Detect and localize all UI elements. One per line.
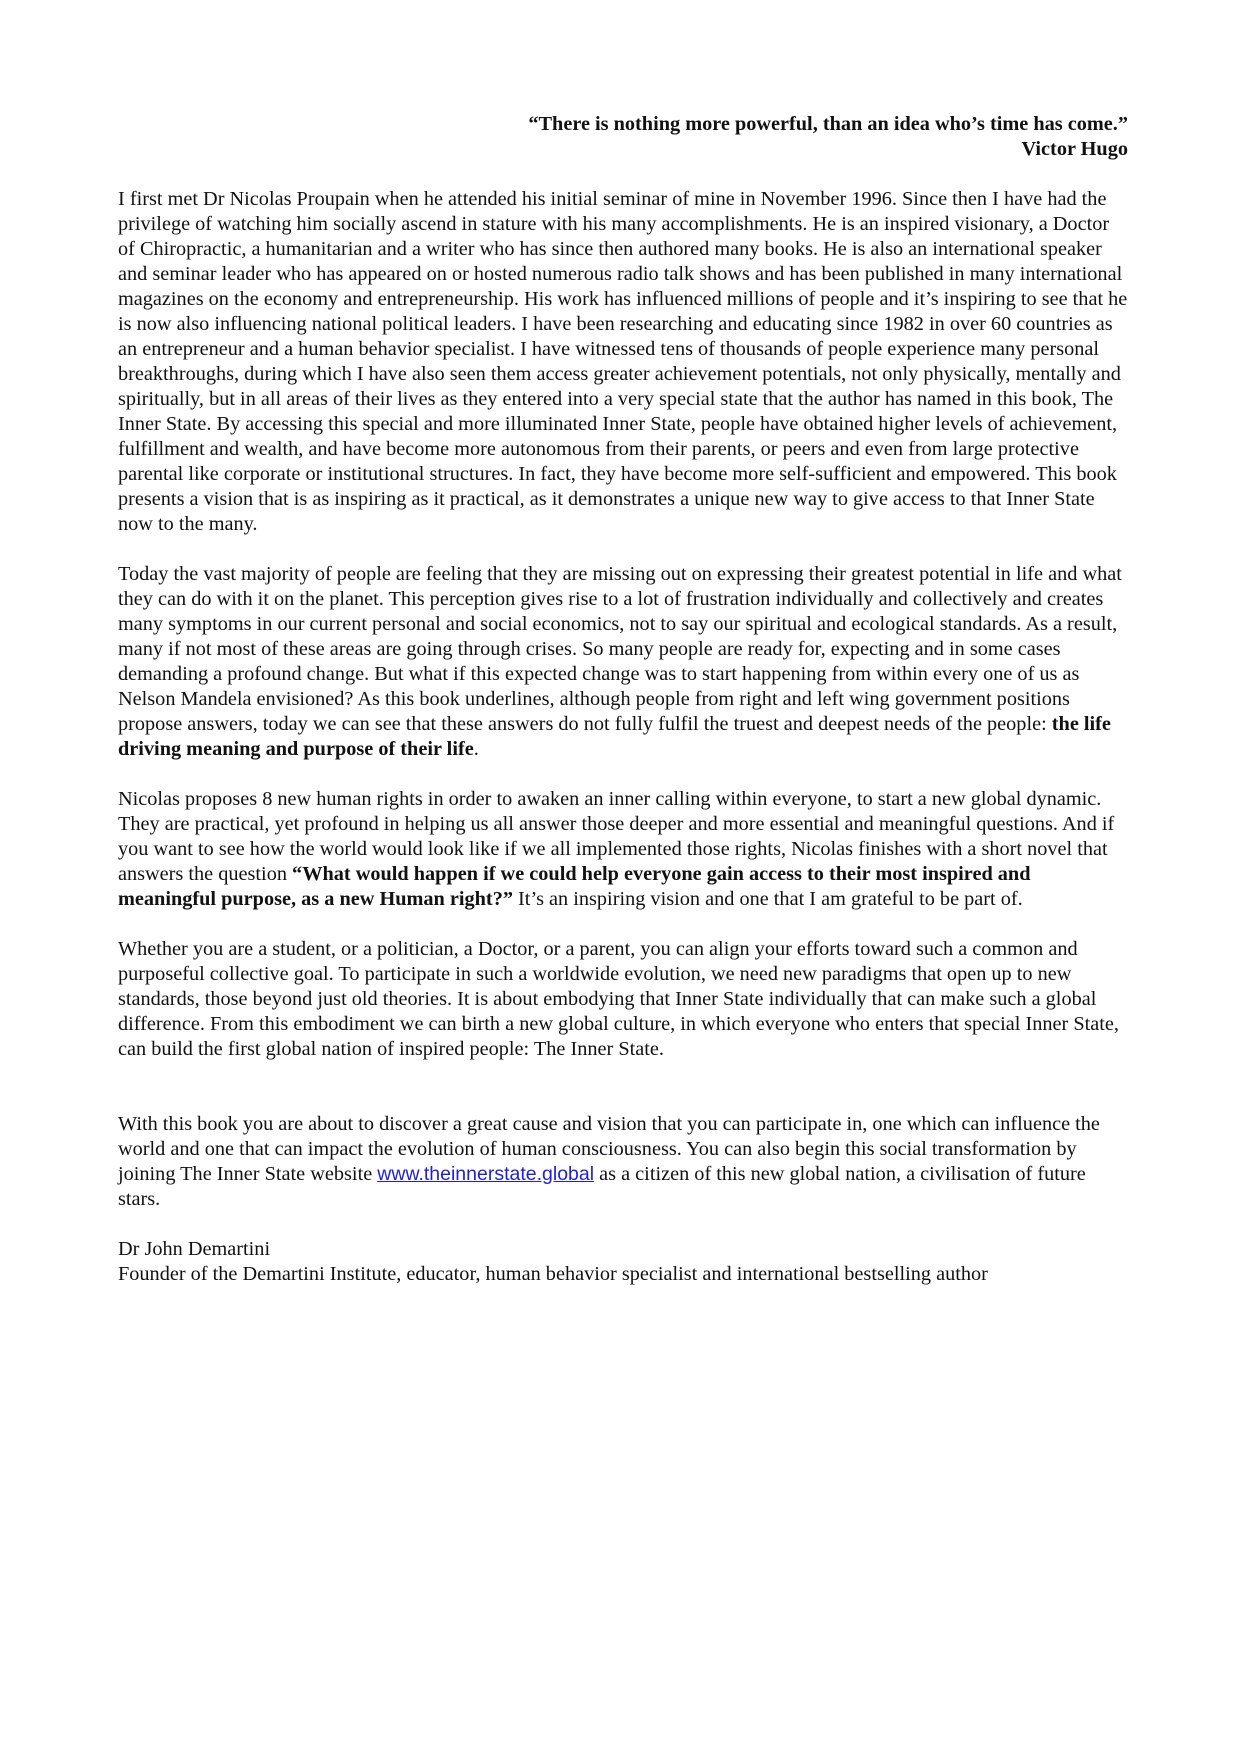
signature — [118, 1237, 1128, 1287]
document-body — [118, 112, 1128, 1287]
website-link[interactable]: www.theinnerstate.global — [377, 1163, 595, 1185]
epigraph — [118, 112, 1128, 162]
signature-name: Dr John Demartini — [118, 1238, 271, 1260]
paragraph-2-end: . — [473, 738, 479, 760]
paragraph-5-end: as a citizen of this new global nation, a civilisation of future stars. — [118, 1163, 1086, 1210]
paragraph-1: I first met Dr Nicolas Proupain when he attended his initial seminar of mine in November 1996. Since then I have had the privilege of watching him socially ascend in stature with his many accomplishments. He is an inspired visionary, a Doctor of Chiropractic, a humanitarian and a writer who has since then authored many books. He is also an international speaker and seminar leader who has appeared on or hosted numerous radio talk shows and has been published in many international magazines on the economy and entrepreneurship. His work has influenced millions of people and it’s inspiring to see that he is now also influencing national political leaders. I have been researching and educating since 1982 in over 60 countries as an entrepreneur and a human behavior specialist. I have witnessed tens of thousands of people experience many personal breakthroughs, during which I have also seen them access greater achievement potentials, not only physically, mentally and spiritually, but in all areas of their lives as they entered into a very special state that the author has named in this book, The Inner State. By accessing this special and more illuminated Inner State, people have obtained higher levels of achievement, fulfillment and wealth, and have become more autonomous from their parents, or peers and even from large protective parental like corporate or institutional structures. In fact, they have become more self-sufficient and empowered. This book presents a vision that is as inspiring as it practical, as it demonstrates a unique new way to give access to that Inner State now to the many. — [118, 188, 1128, 535]
signature-title: Founder of the Demartini Institute, educator, human behavior specialist and international bestselling author — [118, 1263, 988, 1285]
epigraph-author: Victor Hugo — [1021, 138, 1128, 160]
paragraph-4: Whether you are a student, or a politician, a Doctor, or a parent, you can align your efforts toward such a common and purposeful collective goal. To participate in such a worldwide evolution, we need new paradigms that open up to new standards, those beyond just old theories. It is about embodying that Inner State individually that can make such a global difference. From this embodiment we can birth a new global culture, in which everyone who enters that special Inner State, can build the first global nation of inspired people: The Inner State. — [118, 938, 1119, 1060]
paragraph-2-bold: the life driving meaning and purpose of their life — [118, 713, 1111, 760]
paragraph-5-text: With this book you are about to discover a great cause and vision that you can participate in, one which can influence the world and one that can impact the evolution of human consciousness. You can also begin this social transformation by joining The Inner State website — [118, 1113, 1100, 1185]
paragraph-3 — [118, 787, 1128, 912]
epigraph-quote: “There is nothing more powerful, than an idea who’s time has come.” — [528, 113, 1128, 135]
paragraph-2-text: Today the vast majority of people are feeling that they are missing out on expressing their greatest potential in life and what they can do with it on the planet. This perception gives rise to a lot of frustration individually and collectively and creates many symptoms in our current personal and social economics, not to say our spiritual and ecological standards. As a result, many if not most of these areas are going through crises. So many people are ready for, expecting and in some cases demanding a profound change. But what if this expected change was to start happening from within every one of us as Nelson Mandela envisioned? As this book underlines, although people from right and left wing government positions propose answers, today we can see that these answers do not fully fulfil the truest and deepest needs of the people: — [118, 563, 1122, 735]
paragraph-3-end: It’s an inspiring vision and one that I am grateful to be part of. — [512, 888, 1023, 910]
paragraph-3-bold: “What would happen if we could help everyone gain access to their most inspired and meaningful purpose, as a new Human right?” — [118, 863, 1031, 910]
paragraph-3-text: Nicolas proposes 8 new human rights in order to awaken an inner calling within everyone, to start a new global dynamic. They are practical, yet profound in helping us all answer those deeper and more essential and meaningful questions. And if you want to see how the world would look like if we all implemented those rights, Nicolas finishes with a short novel that answers the question — [118, 788, 1115, 885]
paragraph-5 — [118, 1112, 1128, 1212]
paragraph-2 — [118, 562, 1128, 762]
